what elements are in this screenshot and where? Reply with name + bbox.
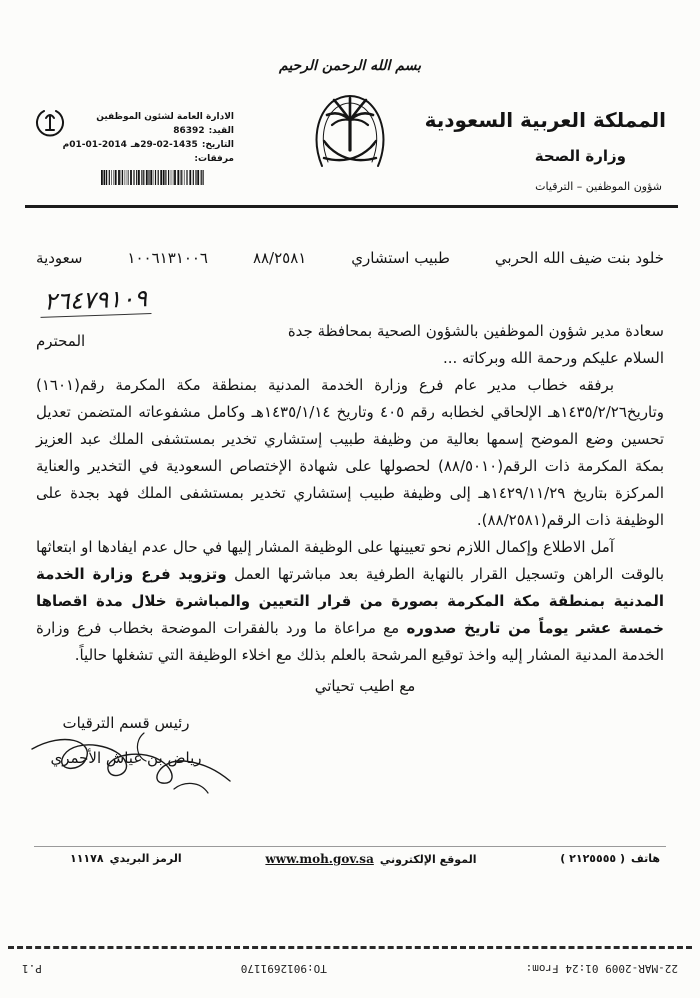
website-url: www.moh.gov.sa — [265, 852, 374, 866]
barcode-bar — [171, 170, 172, 185]
fax-timestamp: 22-MAR-2009 01:24 From: — [525, 962, 678, 975]
registry-line — [48, 124, 234, 138]
barcode-bar — [160, 170, 162, 185]
barcode-bar — [201, 170, 202, 185]
date-gregorian: 2014-01-01م — [62, 140, 127, 150]
barcode-bar — [148, 170, 149, 185]
barcode-bar — [186, 170, 187, 185]
signatory-title: رئيس قسم الترقيات — [62, 714, 190, 732]
ministry-name: وزارة الصحة — [534, 147, 626, 165]
barcode-bar — [143, 170, 144, 185]
letter-body — [36, 318, 664, 772]
barcode-bar — [130, 170, 132, 185]
barcode-bar — [168, 170, 169, 185]
date-hijri: 1435-02-29هـ — [130, 140, 198, 150]
date-line — [48, 138, 234, 152]
barcode-bar — [133, 170, 134, 185]
barcode-bar — [118, 170, 120, 185]
postal-code: ١١١٧٨ — [70, 852, 104, 865]
barcode-bar — [125, 170, 126, 185]
employee-info-row — [36, 249, 664, 267]
footer-rule — [34, 846, 666, 847]
greeting: السلام عليكم ورحمة الله وبركاته ... — [442, 349, 664, 367]
barcode-bar — [122, 170, 123, 185]
office-name: الادارة العامة لشئون الموظفين — [96, 112, 234, 122]
barcode-bar — [163, 170, 165, 185]
paragraph-2-end: مع مراعاة ما ورد بالفقرات الموضحة بخطاب فرع وزارة الخدمة المدنية المشار إليه واخذ توقيع المرشحة بالعلم بذلك مع اخلاء الوظيفة التي تشغلها حالياً. — [36, 619, 664, 664]
closing: مع اطيب تحياتي — [314, 677, 416, 695]
employee-id-number: ١٠٠٦١٣١٠٠٦ — [127, 249, 208, 267]
barcode-bar — [128, 170, 129, 185]
barcode-bar — [195, 170, 196, 185]
addressee-row — [36, 318, 664, 350]
barcode — [100, 170, 206, 185]
barcode-bar — [138, 170, 140, 185]
signatory-name-wrap — [36, 745, 216, 772]
signatory-name: رياض بن عياش الأحمري — [50, 749, 202, 767]
kingdom-name: المملكة العربية السعودية — [424, 108, 666, 132]
registry-number: 86392 — [173, 126, 205, 136]
barcode-bar — [180, 170, 181, 185]
barcode-bar — [177, 170, 179, 185]
barcode-bar — [136, 170, 137, 185]
header-divider — [25, 205, 678, 208]
fax-header-line — [22, 962, 678, 975]
website-label: الموقع الإلكتروني — [379, 853, 477, 866]
addressee: سعادة مدير شؤون الموظفين بالشؤون الصحية بمحافظة جدة — [287, 322, 664, 340]
paragraph-2-emphasis: وتزويد فرع وزارة الخدمة المدنية بمنطقة مكة المكرمة بصورة من قرار التعيين والمباشرة خلال مدة اقصاها خمسة عشر يوماً من تاريخ صدوره — [36, 565, 664, 637]
bismillah-heading: بسم الله الرحمن الرحيم — [279, 58, 421, 74]
barcode-bar — [150, 170, 152, 185]
postal-label: الرمز البريدي — [109, 852, 182, 865]
barcode-bar — [141, 170, 142, 185]
footer-postal — [70, 852, 182, 866]
footer-phone — [560, 852, 660, 866]
barcode-bar — [203, 170, 204, 185]
barcode-bar — [174, 170, 176, 185]
phone-number: ( ٢١٢٥٥٥٥ ) — [560, 852, 625, 865]
date-label: التاريخ: — [201, 140, 234, 150]
barcode-bar — [109, 170, 110, 185]
paragraph-1: برفقه خطاب مدير عام فرع وزارة الخدمة المدنية بمنطقة مكة المكرمة رقم(١٦٠١) وتاريخ١٤٣٥/٢/٢٦هـ الإلحاقي لخطابه رقم ٤٠٥ وتاريخ ١٤٣٥/١/١٤هـ وكامل مشفوعاته المتضمن تعديل تحسين وضع الموضح إسمها بعالية من وظيفة طبيب إستشاري تخدير بمستشفى الملك عبد العزيز بمكة المكرمة ذات الرقم(٨٨/٥٠١٠) لحصولها على شهادة الإختصاص السعودية في التخدير والعناية المركزة بتاريخ ١٤٢٩/١١/٢٩هـ إلى وظيفة طبيب إستشاري تخدير بمستشفى الملك فهد بجدة على الوظيفة ذات الرقم(٨٨/٢٥٨١). — [36, 376, 665, 529]
barcode-bar — [146, 170, 148, 185]
registry-info — [48, 110, 234, 166]
footer-website — [265, 852, 476, 866]
employee-nationality: سعودية — [36, 249, 83, 267]
barcode-bar — [111, 170, 112, 185]
fax-recipient: TO:9012691170 — [240, 962, 327, 975]
barcode-bar — [114, 170, 115, 185]
barcode-bar — [189, 170, 191, 185]
paragraph-2 — [36, 534, 664, 669]
barcode-bar — [104, 170, 106, 185]
barcode-bar — [181, 170, 182, 185]
employee-name: خلود بنت ضيف الله الحربي — [494, 249, 664, 267]
footer — [70, 852, 660, 866]
barcode-bar — [155, 170, 156, 185]
barcode-bar — [173, 170, 174, 185]
barcode-bar — [127, 170, 128, 185]
barcode-bar — [184, 170, 185, 185]
barcode-bar — [158, 170, 159, 185]
department-name: شؤون الموظفين – الترقيات — [535, 180, 662, 193]
barcode-bar — [187, 170, 188, 185]
position-number: ٨٨/٢٥٨١ — [252, 249, 307, 267]
barcode-bar — [121, 170, 122, 185]
barcode-bar — [153, 170, 154, 185]
saudi-emblem-icon — [308, 90, 392, 174]
barcode-bar — [193, 170, 194, 185]
barcode-bar — [165, 170, 166, 185]
phone-label: هاتف — [631, 852, 660, 865]
registry-label: القيد: — [208, 126, 234, 136]
signature-block — [36, 710, 216, 772]
barcode-bar — [106, 170, 107, 185]
handwritten-reference-number: ٢٦٤٧٩١٠٩ — [40, 284, 152, 318]
scan-edge-band — [8, 946, 692, 949]
employee-position: طبيب استشاري — [351, 249, 450, 267]
barcode-bar — [115, 170, 117, 185]
paragraph-2-start: آمل الاطلاع وإكمال اللازم نحو تعيينها على الوظيفة المشار إليها في حال عدم ايفادها او ابتعاثها بالوقت الراهن وتسجيل القرار بالنهاية الطرفية بعد مباشرتها العمل — [36, 538, 664, 583]
barcode-bar — [197, 170, 199, 185]
barcode-bar — [101, 170, 103, 185]
fax-page: P.1 — [22, 962, 42, 975]
attachments-label: مرفقات: — [194, 154, 234, 164]
honorific: المحترم — [36, 332, 86, 350]
